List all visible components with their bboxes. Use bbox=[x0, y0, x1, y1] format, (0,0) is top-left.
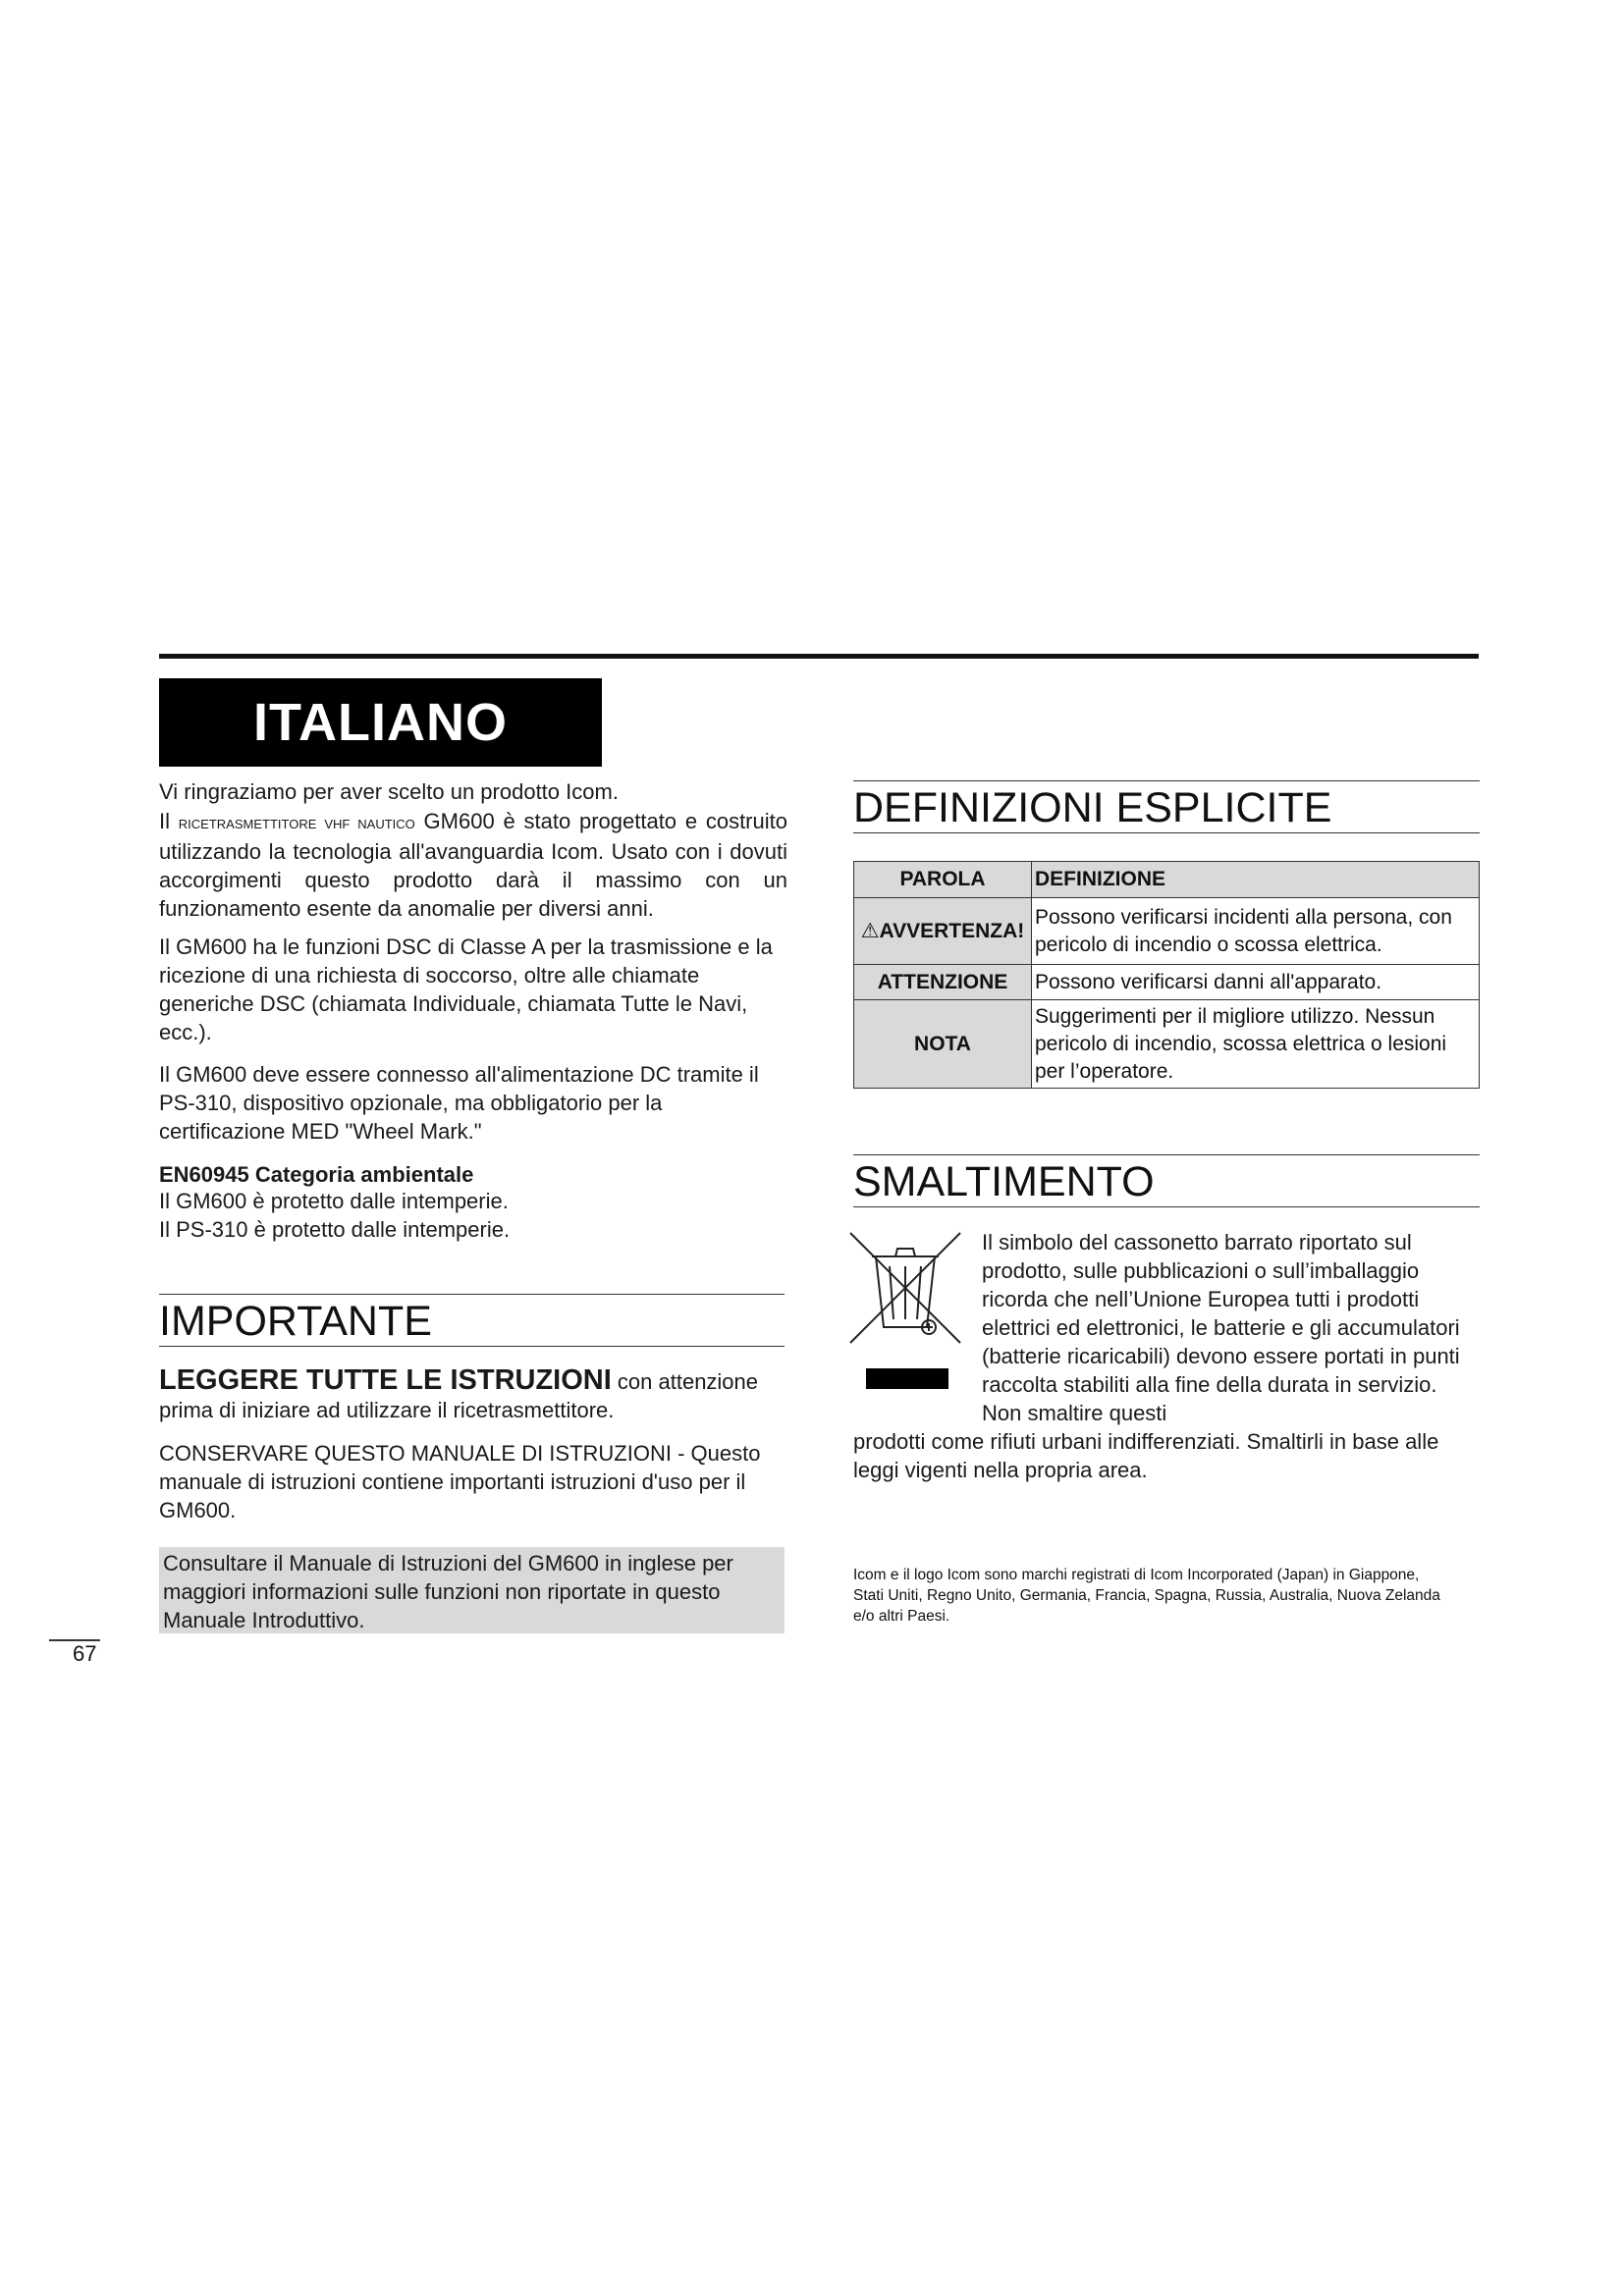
intro-paragraph-3: Il GM600 deve essere connesso all'alimentazione DC tramite il PS-310, dispositivo opzionale, ma obbligatorio per la certificazione MED "Wheel Mark." bbox=[159, 1062, 759, 1144]
trademark-notice: Icom e il logo Icom sono marchi registrati di Icom Incorporated (Japan) in Giappone, Stati Uniti, Regno Unito, Germania, Francia, Spagna, Russia, Australia, Nuova Zelanda e/o altri Paesi. bbox=[853, 1567, 1440, 1625]
page-number: 67 bbox=[73, 1641, 97, 1666]
keep-manual: CONSERVARE QUESTO MANUALE DI ISTRUZIONI - Questo manuale di istruzioni contiene importanti istruzioni d'uso per il GM600. bbox=[159, 1441, 761, 1522]
def-attenzione: Possono verificarsi danni all'apparato. bbox=[1032, 965, 1480, 1000]
en60945-line-2: Il PS-310 è protetto dalle intemperie. bbox=[159, 1217, 511, 1242]
disposal-text-side: Il simbolo del cassonetto barrato riportato sul prodotto, sulle pubblicazioni o sull’imballaggio ricorda che nell’Unione Europea tutti i prodotti elettrici ed elettronici, le batterie e gli accumulatori (batterie ricaricabili) devono essere portati in punti raccolta stabiliti alla fine della durata in servizio. Non smaltire questi bbox=[982, 1230, 1460, 1425]
word-attenzione: ATTENZIONE bbox=[854, 965, 1032, 1000]
col-def-header: DEFINIZIONE bbox=[1032, 862, 1480, 898]
disposal-text-full: prodotti come rifiuti urbani indifferenziati. Smaltirli in base alle leggi vigenti nella propria area. bbox=[853, 1429, 1439, 1482]
table-row bbox=[854, 1000, 1480, 1089]
importante-heading: IMPORTANTE bbox=[159, 1294, 785, 1347]
crossed-bin-icon bbox=[846, 1229, 964, 1347]
read-instructions bbox=[159, 1366, 787, 1424]
definizioni-heading: DEFINIZIONI ESPLICITE bbox=[853, 780, 1480, 833]
def-nota: Suggerimenti per il migliore utilizzo. Nessun pericolo di incendio, scossa elettrica o lesioni per l’operatore. bbox=[1032, 1000, 1480, 1089]
definitions-table bbox=[853, 861, 1480, 1089]
top-rule bbox=[159, 654, 1479, 659]
read-instructions-rest: con attenzione prima di iniziare ad utilizzare il ricetrasmettitore. bbox=[159, 1369, 759, 1422]
read-instructions-bold: LEGGERE TUTTE LE ISTRUZIONI bbox=[159, 1364, 612, 1396]
word-nota: NOTA bbox=[854, 1000, 1032, 1089]
intro-paragraph-1 bbox=[159, 807, 787, 923]
table-row bbox=[854, 965, 1480, 1000]
note-box: Consultare il Manuale di Istruzioni del GM600 in inglese per maggiori informazioni sulle funzioni non riportate in questo Manuale Introduttivo. bbox=[159, 1547, 785, 1633]
smaltimento-heading: SMALTIMENTO bbox=[853, 1154, 1480, 1207]
def-avvertenza: Possono verificarsi incidenti alla persona, con pericolo di incendio o scossa elettrica. bbox=[1032, 898, 1480, 965]
table-header-row bbox=[854, 862, 1480, 898]
intro-p1-smallcaps: ricetrasmettitore vhf nautico bbox=[178, 813, 415, 833]
page-title: ITALIANO bbox=[159, 678, 602, 767]
intro-line: Vi ringraziamo per aver scelto un prodotto Icom. bbox=[159, 779, 619, 804]
intro-p1-rest: GM600 è stato progettato e costruito utilizzando la tecnologia all'avanguardia Icom. Usato con i dovuti accorgimenti questo prodotto darà il massimo con un funzionamento esente da anomalie per diversi anni. bbox=[159, 809, 787, 921]
table-row bbox=[854, 898, 1480, 965]
en60945-heading: EN60945 Categoria ambientale bbox=[159, 1162, 474, 1187]
word-avvertenza: ⚠AVVERTENZA! bbox=[854, 898, 1032, 965]
intro-paragraph-2: Il GM600 ha le funzioni DSC di Classe A per la trasmissione e la ricezione di una richiesta di soccorso, oltre alle chiamate generiche DSC (chiamata Individuale, chiamata Tutte le Navi, ecc.). bbox=[159, 934, 773, 1044]
col-word-header: PAROLA bbox=[854, 862, 1032, 898]
bin-underbar bbox=[866, 1368, 948, 1389]
en60945-line-1: Il GM600 è protetto dalle intemperie. bbox=[159, 1189, 509, 1213]
intro-p1-prefix: Il bbox=[159, 809, 179, 833]
